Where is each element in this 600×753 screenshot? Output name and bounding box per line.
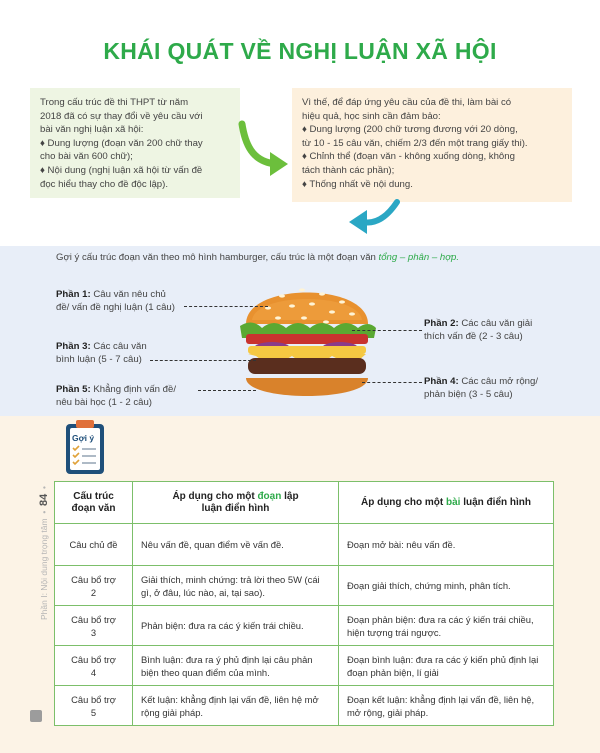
clipboard-icon — [60, 416, 110, 476]
cell-structure — [55, 686, 133, 726]
cell-essay: Đoạn giải thích, chứng minh, phân tích. — [339, 566, 554, 606]
cell-text: Câu bổ trợ — [71, 613, 116, 625]
text-line: hiệu quả, học sinh cần đảm bảo: — [302, 110, 441, 122]
header-paragraph — [133, 482, 339, 524]
cell-number: 4 — [90, 666, 97, 678]
curved-arrow-icon — [236, 118, 292, 182]
part-text: thích vấn đề (2 - 3 câu) — [424, 331, 523, 342]
side-title: Phần I: Nội dung trọng tâm — [39, 518, 49, 620]
curved-arrow-icon — [345, 196, 403, 236]
text-line: 2018 đã có sự thay đổi về yêu cầu với — [40, 110, 203, 122]
part-label: Phần 2: — [424, 318, 459, 329]
header-text: luận điển hình — [201, 502, 270, 514]
cell-number: 5 — [90, 706, 97, 718]
cell-structure — [55, 566, 133, 606]
cell-text: Câu bổ trợ — [71, 573, 116, 585]
cell-paragraph: Kết luận: khẳng định lại vấn đề, liên hệ mở rộng giải pháp. — [133, 686, 339, 726]
cell-text: Câu bổ trợ — [71, 693, 116, 705]
leader-line — [184, 306, 268, 307]
cell-structure — [55, 606, 133, 646]
part-text: bình luận (5 - 7 câu) — [56, 354, 142, 365]
part-text: đề/ vấn đề nghị luận (1 câu) — [56, 302, 175, 313]
text-line: ♦ Dung lượng (đoạn văn 200 chữ thay — [40, 137, 203, 149]
cell-essay: Đoạn mở bài: nêu vấn đề. — [339, 524, 554, 566]
text-line: ♦ Dung lượng (200 chữ tương đương với 20 dòng, — [302, 124, 518, 136]
part-text: Các câu văn — [93, 341, 147, 352]
header-essay — [339, 482, 554, 524]
text-line: Vì thế, để đáp ứng yêu cầu của đề thi, làm bài có — [302, 97, 512, 108]
text-line: từ 10 - 15 câu văn, chiếm 2/3 đến một trang giấy thi). — [302, 137, 528, 149]
header-highlight: đoạn — [257, 490, 282, 502]
cell-paragraph: Phản biện: đưa ra các ý kiến trái chiều. — [133, 606, 339, 646]
part-label: Phần 1: — [56, 289, 91, 300]
text-line: ♦ Thống nhất về nội dung. — [302, 178, 413, 190]
side-running-header: Phần I: Nội dung trọng tâm • 84 • — [38, 486, 50, 620]
cell-structure — [55, 524, 133, 566]
part-label: Phần 3: — [56, 341, 91, 352]
header-text: Cấu trúc — [73, 490, 114, 502]
cell-paragraph: Nêu vấn đề, quan điểm về vấn đề. — [133, 524, 339, 566]
hamburger-illustration — [232, 262, 382, 410]
part-text: phản biện (3 - 5 câu) — [424, 389, 513, 400]
table-row — [55, 566, 554, 606]
intro-box-left — [30, 88, 240, 198]
cell-text: Câu bổ trợ — [71, 653, 116, 665]
cell-essay: Đoạn bình luận: đưa ra các ý kiến phủ định lại đoạn phản biện, lí giải — [339, 646, 554, 686]
leader-line — [150, 360, 256, 361]
intro-box-right — [292, 88, 572, 202]
intro-text: Gợi ý cấu trúc đoạn văn theo mô hình hamburger, cấu trúc là một đoạn văn — [56, 252, 376, 263]
cell-paragraph: Giải thích, minh chứng: trả lời theo 5W (cái gì, ở đâu, lúc nào, ai, tại sao). — [133, 566, 339, 606]
header-text: Áp dụng cho một — [360, 496, 446, 508]
header-text: Áp dụng cho một — [172, 490, 258, 502]
part-2 — [424, 317, 584, 343]
text-line: ♦ Chỉnh thể (đoạn văn - không xuống dòng, không — [302, 151, 515, 163]
table-header-row — [55, 482, 554, 524]
structure-table — [54, 481, 554, 726]
cell-essay: Đoạn phản biện: đưa ra các ý kiến trái chiều, hiện tượng trái ngược. — [339, 606, 554, 646]
table-row — [55, 686, 554, 726]
part-5 — [56, 383, 216, 409]
header-text: lập — [281, 490, 299, 502]
part-text: Các câu mở rộng/ — [461, 376, 539, 387]
text-line: tách thành các phần); — [302, 164, 395, 176]
part-text: Các câu văn giải — [461, 318, 533, 329]
part-text: Câu văn nêu chủ — [93, 289, 166, 300]
intro-highlight: tổng – phân – hợp. — [378, 252, 460, 263]
part-text: nêu bài học (1 - 2 câu) — [56, 397, 152, 408]
header-structure — [55, 482, 133, 524]
cell-text: Câu chủ đề — [69, 539, 118, 550]
header-highlight: bài — [445, 496, 461, 508]
text-line: bài văn nghị luận xã hội: — [40, 124, 144, 136]
cell-number: 3 — [90, 626, 97, 638]
text-line: cho bài văn 600 chữ); — [40, 151, 133, 163]
table-row — [55, 606, 554, 646]
table-row — [55, 646, 554, 686]
leader-line — [362, 382, 422, 383]
leader-line — [352, 330, 422, 331]
part-label: Phần 5: — [56, 384, 91, 395]
cell-number: 2 — [90, 586, 97, 598]
part-3 — [56, 340, 206, 366]
text-line: ♦ Nội dung (nghị luận xã hội từ vấn đề — [40, 164, 203, 176]
table-row — [55, 524, 554, 566]
part-4 — [424, 375, 584, 401]
side-marker — [30, 710, 42, 722]
cell-paragraph: Bình luận: đưa ra ý phủ định lại câu phản biện theo quan điểm của mình. — [133, 646, 339, 686]
cell-structure — [55, 646, 133, 686]
hint-label: Gợi ý — [72, 433, 95, 443]
part-label: Phần 4: — [424, 376, 459, 387]
part-text: Khẳng định vấn đề/ — [93, 384, 177, 395]
header-text: luận điển hình — [460, 496, 531, 508]
page-title: KHÁI QUÁT VỀ NGHỊ LUẬN XÃ HỘI — [103, 38, 497, 64]
header-text: đoạn văn — [71, 502, 116, 514]
text-line: Trong cấu trúc đề thi THPT từ năm — [40, 97, 189, 108]
text-line: đọc hiểu thay cho đề độc lập). — [40, 178, 169, 190]
leader-line — [198, 390, 256, 391]
cell-essay: Đoạn kết luận: khẳng định lại vấn đề, liên hệ, mở rộng, giải pháp. — [339, 686, 554, 726]
page-number: 84 — [38, 493, 50, 506]
part-1 — [56, 288, 206, 314]
